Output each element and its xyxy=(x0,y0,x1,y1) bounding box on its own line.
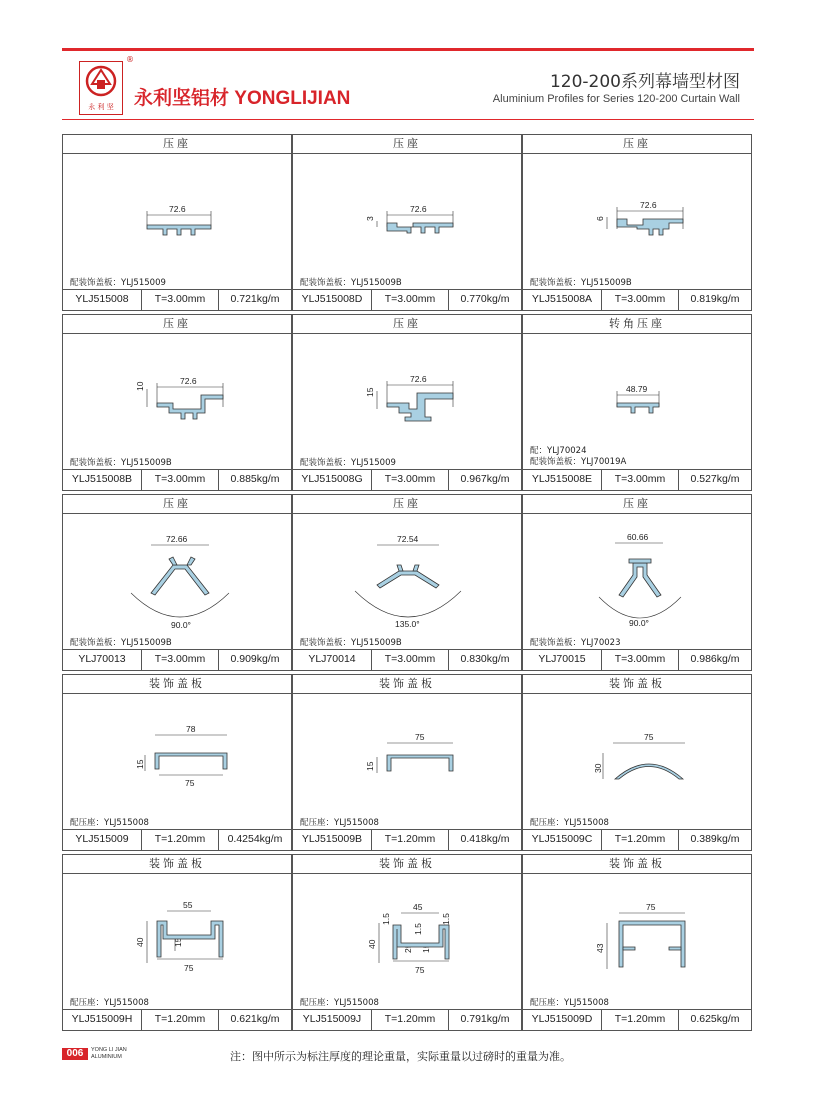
profile-note: 配装饰盖板：YLJ70019A xyxy=(530,457,627,467)
profile-drawing xyxy=(523,693,753,831)
profile-name: 压座 xyxy=(63,315,291,334)
profile-spec xyxy=(523,469,751,490)
dim-height: 10 xyxy=(135,381,145,391)
profile-thickness: T=3.00mm xyxy=(372,290,449,310)
dim-width: 72.6 xyxy=(410,204,427,214)
profile-cell xyxy=(292,494,522,671)
profile-code: YLJ515008B xyxy=(63,470,142,490)
profile-code: YLJ515009J xyxy=(293,1010,372,1030)
dim-inner-depth: 25 xyxy=(403,943,413,953)
profile-weight: 0.830kg/m xyxy=(460,653,510,665)
profile-note: 配装饰盖板：YLJ515009B xyxy=(530,278,632,288)
dim-width: 72.6 xyxy=(410,374,427,384)
profile-code: YLJ515008E xyxy=(523,470,602,490)
dim-lip-right: 1.5 xyxy=(441,913,451,925)
dim-width: 72.6 xyxy=(640,200,657,210)
profile-note: 配装饰盖板：YLJ515009B xyxy=(70,638,172,648)
profile-weight: 0.967kg/m xyxy=(460,473,510,485)
profile-spec xyxy=(523,649,751,670)
profile-drawing xyxy=(293,153,523,291)
profile-cell xyxy=(62,314,292,491)
profile-row xyxy=(62,134,754,314)
profile-note: 配装饰盖板：YLJ515009 xyxy=(300,458,396,468)
profile-cell xyxy=(62,134,292,311)
profile-spec xyxy=(523,1009,751,1030)
profile-code: YLJ515009H xyxy=(63,1010,142,1030)
footer-note: 注：图中所示为标注厚度的理论重量，实际重量以过磅时的重量为准。 xyxy=(230,1050,571,1063)
profile-thickness: T=1.20mm xyxy=(602,830,679,850)
dim-width-bottom: 75 xyxy=(415,965,425,975)
profile-weight: 0.621kg/m xyxy=(230,1013,280,1025)
profile-thickness: T=3.00mm xyxy=(142,470,219,490)
profile-weight: 0.625kg/m xyxy=(690,1013,740,1025)
dim-depth: 15 xyxy=(173,937,183,947)
profile-cell xyxy=(62,674,292,851)
dim-lip-left: 1.5 xyxy=(381,913,391,925)
footer-brand xyxy=(91,1047,127,1061)
profile-note: 配：YLJ70024 xyxy=(530,446,587,456)
profile-name: 压座 xyxy=(63,135,291,154)
logo-subtext: 永 利 坚 xyxy=(88,103,114,111)
profile-spec xyxy=(63,829,291,850)
profile-drawing xyxy=(293,693,523,831)
profile-weight: 0.4254kg/m xyxy=(227,833,283,845)
profile-code: YLJ515009C xyxy=(523,830,602,850)
profile-thickness: T=3.00mm xyxy=(372,650,449,670)
profile-thickness: T=1.20mm xyxy=(372,1010,449,1030)
profile-drawing xyxy=(63,693,293,831)
profile-weight: 0.909kg/m xyxy=(230,653,280,665)
profile-spec xyxy=(523,829,751,850)
profile-drawing xyxy=(293,873,523,1011)
profile-thickness: T=1.20mm xyxy=(602,1010,679,1030)
profile-thickness: T=3.00mm xyxy=(602,650,679,670)
profile-weight: 0.721kg/m xyxy=(230,293,280,305)
dim-height: 15 xyxy=(365,761,375,771)
dim-width-top: 45 xyxy=(413,902,423,912)
profile-name: 转角压座 xyxy=(523,315,751,334)
dim-width: 72.54 xyxy=(397,534,419,544)
profile-note: 配压座：YLJ515008 xyxy=(530,818,609,828)
footer-brand-line2: ALUMINIUM xyxy=(91,1054,122,1060)
profile-name: 压座 xyxy=(63,495,291,514)
dim-width: 75 xyxy=(644,732,654,742)
profile-cell xyxy=(62,494,292,671)
profile-cell xyxy=(522,674,752,851)
profile-cell xyxy=(292,674,522,851)
profile-name: 装饰盖板 xyxy=(293,855,521,874)
profile-cell xyxy=(522,494,752,671)
profile-code: YLJ70013 xyxy=(63,650,142,670)
profile-row xyxy=(62,674,754,854)
profile-code: YLJ515008 xyxy=(63,290,142,310)
profile-cell xyxy=(522,854,752,1031)
profile-weight: 0.770kg/m xyxy=(460,293,510,305)
profile-name: 装饰盖板 xyxy=(523,675,751,694)
profile-note: 配压座：YLJ515008 xyxy=(530,998,609,1008)
profile-grid xyxy=(62,134,754,1034)
profile-note: 配装饰盖板：YLJ515009B xyxy=(300,638,402,648)
dim-width-top: 55 xyxy=(183,900,193,910)
profile-name: 压座 xyxy=(523,135,751,154)
dim-width: 75 xyxy=(646,902,656,912)
profile-thickness: T=3.00mm xyxy=(142,650,219,670)
profile-name: 装饰盖板 xyxy=(63,675,291,694)
profile-spec xyxy=(293,289,521,310)
profile-name: 压座 xyxy=(523,495,751,514)
profile-thickness: T=3.00mm xyxy=(602,470,679,490)
profile-spec xyxy=(293,829,521,850)
dim-width: 72.6 xyxy=(169,204,186,214)
profile-note: 配装饰盖板：YLJ515009 xyxy=(70,278,166,288)
profile-code: YLJ515009 xyxy=(63,830,142,850)
profile-note: 配装饰盖板：YLJ515009B xyxy=(70,458,172,468)
dim-width: 48.79 xyxy=(626,384,648,394)
profile-spec xyxy=(63,469,291,490)
dim-height: 30 xyxy=(593,763,603,773)
profile-name: 压座 xyxy=(293,315,521,334)
profile-note: 配压座：YLJ515008 xyxy=(300,818,379,828)
dim-height: 40 xyxy=(135,937,145,947)
profile-thickness: T=1.20mm xyxy=(142,1010,219,1030)
profile-row xyxy=(62,314,754,494)
profile-weight: 0.791kg/m xyxy=(460,1013,510,1025)
profile-drawing xyxy=(293,333,523,471)
profile-spec xyxy=(293,649,521,670)
profile-weight: 0.418kg/m xyxy=(460,833,510,845)
profile-weight: 0.986kg/m xyxy=(690,653,740,665)
dim-width: 75 xyxy=(415,732,425,742)
logo xyxy=(79,61,123,115)
dim-height: 43 xyxy=(595,943,605,953)
profile-note: 配装饰盖板：YLJ70023 xyxy=(530,638,621,648)
profile-cell xyxy=(522,314,752,491)
profile-row xyxy=(62,854,754,1034)
registered-mark: ® xyxy=(126,55,134,64)
profile-drawing xyxy=(63,333,293,471)
profile-code: YLJ70014 xyxy=(293,650,372,670)
brand-name: 永利坚铝材 YONGLIJIAN xyxy=(134,88,351,109)
page-header xyxy=(62,48,754,120)
profile-note: 配装饰盖板：YLJ515009B xyxy=(300,278,402,288)
profile-code: YLJ515008D xyxy=(293,290,372,310)
dim-width: 72.6 xyxy=(180,376,197,386)
profile-code: YLJ515008G xyxy=(293,470,372,490)
profile-thickness: T=3.00mm xyxy=(602,290,679,310)
footer-brand-line1: YONG LI JIAN xyxy=(91,1047,127,1053)
profile-note: 配压座：YLJ515008 xyxy=(70,998,149,1008)
profile-row xyxy=(62,494,754,674)
profile-spec xyxy=(63,1009,291,1030)
profile-cell xyxy=(292,134,522,311)
profile-code: YLJ515008A xyxy=(523,290,602,310)
page-title: 120-200系列幕墙型材图 xyxy=(549,72,740,92)
dim-width-top: 78 xyxy=(186,724,196,734)
profile-thickness: T=3.00mm xyxy=(142,290,219,310)
profile-name: 压座 xyxy=(293,135,521,154)
page-number: 006 xyxy=(62,1048,88,1060)
profile-drawing xyxy=(293,513,523,651)
dim-depth: 15 xyxy=(421,943,431,953)
dim-angle: 90.0° xyxy=(629,618,649,628)
logo-emblem-icon xyxy=(80,62,122,102)
profile-cell xyxy=(522,134,752,311)
profile-note: 配压座：YLJ515008 xyxy=(300,998,379,1008)
profile-name: 装饰盖板 xyxy=(63,855,291,874)
profile-drawing xyxy=(63,153,293,291)
profile-drawing xyxy=(63,513,293,651)
profile-name: 压座 xyxy=(293,495,521,514)
profile-thickness: T=1.20mm xyxy=(372,830,449,850)
dim-height: 6 xyxy=(595,216,605,221)
profile-weight: 0.527kg/m xyxy=(690,473,740,485)
profile-note: 配压座：YLJ515008 xyxy=(70,818,149,828)
dim-height: 3 xyxy=(365,216,375,221)
profile-cell xyxy=(62,854,292,1031)
profile-weight: 0.885kg/m xyxy=(230,473,280,485)
profile-spec xyxy=(523,289,751,310)
dim-width: 60.66 xyxy=(627,532,649,542)
profile-code: YLJ515009B xyxy=(293,830,372,850)
profile-spec xyxy=(293,1009,521,1030)
dim-angle: 90.0° xyxy=(171,620,191,630)
profile-code: YLJ515009D xyxy=(523,1010,602,1030)
page-subtitle: Aluminium Profiles for Series 120-200 Curtain Wall xyxy=(492,93,740,105)
profile-drawing xyxy=(63,873,293,1011)
dim-height: 15 xyxy=(365,387,375,397)
profile-weight: 0.819kg/m xyxy=(690,293,740,305)
dim-height: 40 xyxy=(367,939,377,949)
profile-cell xyxy=(292,854,522,1031)
profile-cell xyxy=(292,314,522,491)
profile-thickness: T=3.00mm xyxy=(372,470,449,490)
profile-code: YLJ70015 xyxy=(523,650,602,670)
dim-width-bottom: 75 xyxy=(184,963,194,973)
profile-drawing xyxy=(523,873,753,1011)
profile-weight: 0.389kg/m xyxy=(690,833,740,845)
profile-name: 装饰盖板 xyxy=(293,675,521,694)
dim-height: 15 xyxy=(135,759,145,769)
profile-spec xyxy=(293,469,521,490)
profile-spec xyxy=(63,289,291,310)
dim-inner-lip: 1.5 xyxy=(413,923,423,935)
dim-width: 72.66 xyxy=(166,534,188,544)
dim-angle: 135.0° xyxy=(395,619,420,629)
profile-drawing xyxy=(523,153,753,291)
profile-name: 装饰盖板 xyxy=(523,855,751,874)
profile-thickness: T=1.20mm xyxy=(142,830,219,850)
profile-drawing xyxy=(523,513,753,651)
dim-width-bottom: 75 xyxy=(185,778,195,788)
profile-spec xyxy=(63,649,291,670)
